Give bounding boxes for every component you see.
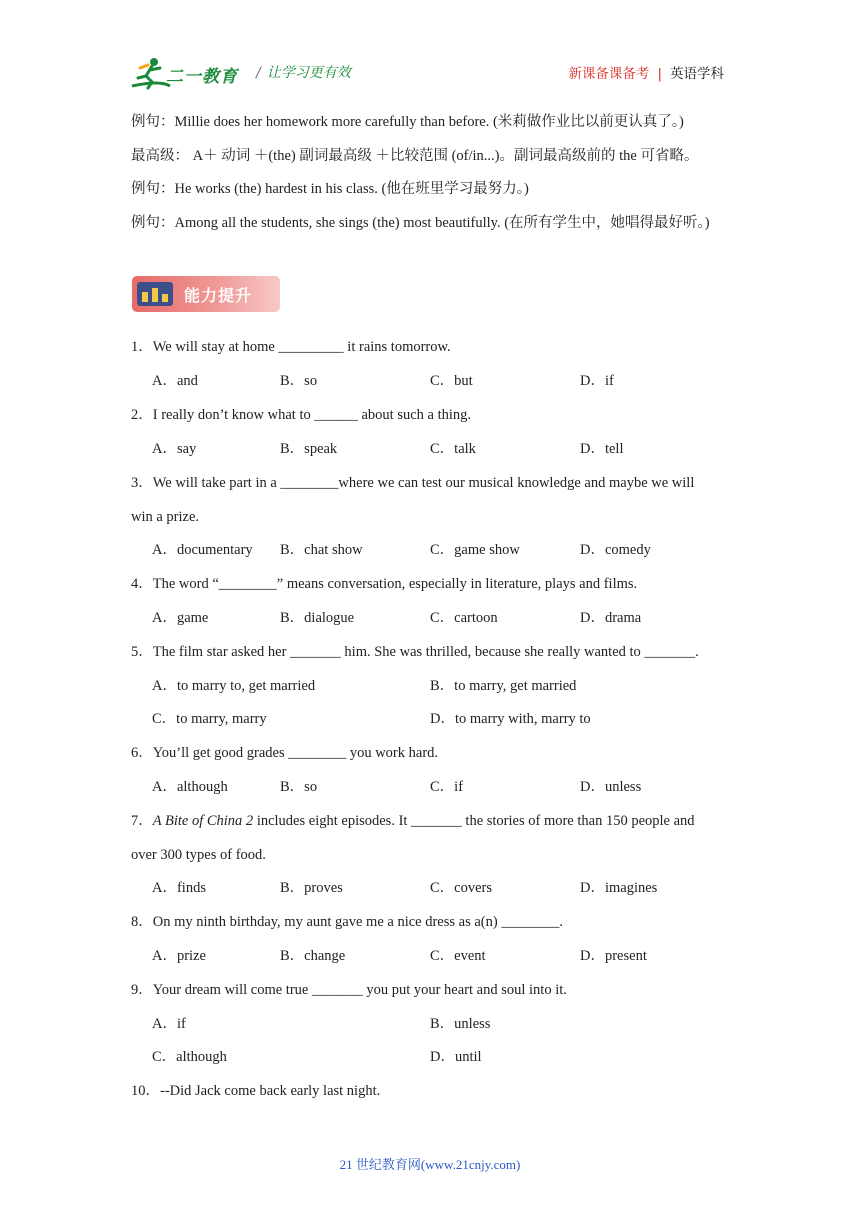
q3-option-c: C．game show (430, 542, 520, 558)
question-3-cont: win a prize. (131, 509, 200, 525)
section-badge (132, 276, 280, 312)
grammar-example-2: 例句：He works (the) hardest in his class. (他在班里学习最努力。) (131, 181, 529, 197)
q7-option-b: B．proves (280, 880, 343, 896)
logo-text: 二一教育 (166, 67, 238, 87)
grammar-example-3: 例句：Among all the students, she sings (the) most beautifully. (在所有学生中，她唱得最好听。) (131, 215, 710, 231)
q8-option-d: D．present (580, 948, 647, 964)
book-title: A Bite of China 2 (152, 813, 254, 829)
q6-option-d: D．unless (580, 779, 642, 795)
q4-option-a: A．game (152, 610, 209, 626)
q5-option-c: C．to marry, marry (152, 711, 267, 727)
q5-option-a: A．to marry to, get married (152, 678, 316, 694)
question-7: 7．A Bite of China 2 includes eight episodes. It _______ the stories of more than 150 people and (131, 813, 695, 829)
q6-option-c: C．if (430, 779, 464, 795)
question-1: 1．We will stay at home _________ it rains tomorrow. (131, 339, 451, 355)
q9-option-b: B．unless (430, 1016, 491, 1032)
q4-option-c: C．cartoon (430, 610, 498, 626)
q1-option-a: A．and (152, 373, 198, 389)
q4-option-d: D．drama (580, 610, 642, 626)
q9-option-d: D．until (430, 1049, 482, 1065)
q8-option-c: C．event (430, 948, 486, 964)
q5-option-b: B．to marry, get married (430, 678, 577, 694)
question-2: 2．I really don’t know what to ______ about such a thing. (131, 407, 472, 423)
header-slogan: / 让学习更有效 (256, 65, 351, 81)
question-8: 8．On my ninth birthday, my aunt gave me a nice dress as a(n) ________. (131, 914, 563, 930)
q5-option-d: D．to marry with, marry to (430, 711, 591, 727)
q9-option-c: C．although (152, 1049, 227, 1065)
question-4: 4．The word “________” means conversation, especially in literature, plays and films. (131, 576, 638, 592)
q9-option-a: A．if (152, 1016, 186, 1032)
q1-option-d: D．if (580, 373, 614, 389)
q7-option-d: D．imagines (580, 880, 658, 896)
q2-option-b: B．speak (280, 441, 338, 457)
grammar-rule-superlative: 最高级： A＋ 动词 ＋(the) 副词最高级 ＋比较范围 (of/in...)。副词最高级前的 the 可省略。 (131, 148, 699, 164)
q2-option-d: D．tell (580, 441, 624, 457)
question-9: 9．Your dream will come true _______ you put your heart and soul into it. (131, 982, 567, 998)
q3-option-b: B．chat show (280, 542, 363, 558)
header-subject: 新课备课备考 | 英语学科 (568, 66, 724, 82)
q8-option-b: B．change (280, 948, 346, 964)
question-3: 3．We will take part in a ________where we can test our musical knowledge and maybe we will (131, 475, 695, 491)
q4-option-b: B．dialogue (280, 610, 355, 626)
question-10: 10．--Did Jack come back early last night. (131, 1083, 381, 1099)
question-7-cont: over 300 types of food. (131, 847, 266, 863)
grammar-example-1: 例句：Millie does her homework more carefully than before. (米莉做作业比以前更认真了。) (131, 114, 684, 130)
chart-board-icon (137, 282, 173, 306)
q7-option-c: C．covers (430, 880, 493, 896)
q1-option-c: C．but (430, 373, 473, 389)
page-header (0, 0, 860, 100)
section-title: 能力提升 (184, 286, 253, 305)
q7-option-a: A．finds (152, 880, 206, 896)
q2-option-a: A．say (152, 441, 197, 457)
question-5: 5．The film star asked her _______ him. She was thrilled, because she really wanted to _______. (131, 644, 699, 660)
q6-option-a: A．although (152, 779, 228, 795)
question-6: 6．You’ll get good grades ________ you work hard. (131, 745, 439, 761)
q3-option-d: D．comedy (580, 542, 651, 558)
q8-option-a: A．prize (152, 948, 206, 964)
q1-option-b: B．so (280, 373, 318, 389)
q6-option-b: B．so (280, 779, 318, 795)
q3-option-a: A．documentary (152, 542, 253, 558)
q2-option-c: C．talk (430, 441, 476, 457)
page-footer[interactable]: 21 世纪教育网(www.21cnjy.com) (339, 1157, 521, 1172)
